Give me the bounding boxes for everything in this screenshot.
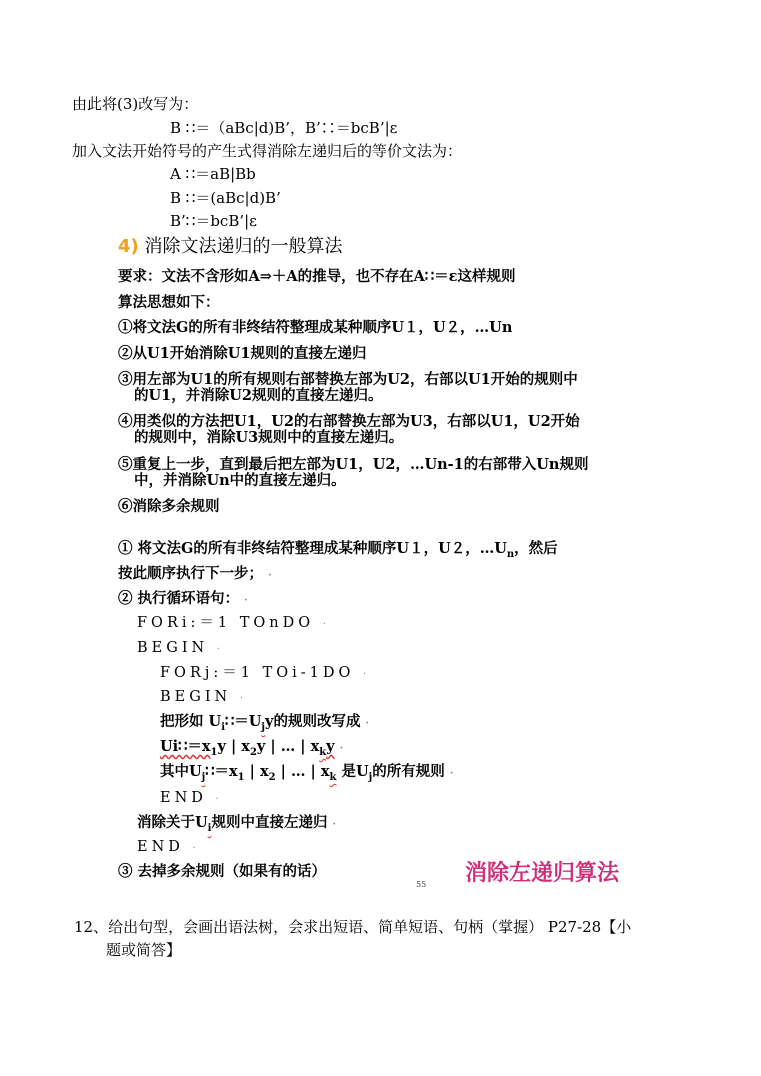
section-title: 消除文法递归的一般算法	[144, 236, 343, 257]
stamp-title: 消除左递归算法	[465, 861, 620, 886]
step-4-cont: 的规则中，消除U3规则中的直接左递归。	[134, 429, 404, 446]
section-heading	[118, 238, 343, 256]
algo-step-2: ② 执行循环语句： ·	[118, 590, 248, 607]
step-6: ⑥消除多余规则	[118, 498, 220, 515]
grammar-rule: B ∷＝(aBc|d)B’	[170, 189, 281, 207]
step-5: ⑤重复上一步，直到最后把左部为U1，U2，…Un-1的右部带入Un规则	[118, 456, 589, 473]
end-outer: END ·	[137, 839, 200, 855]
step-2: ②从U1开始消除U1规则的直接左递归	[118, 345, 367, 362]
grammar-rule: B’∷＝bcB’|ε	[170, 212, 257, 230]
grammar-rule: B ∷＝（aBc|d)B’，B’∷＝bcB’|ε	[170, 119, 398, 137]
grammar-rule: A ∷＝aB|Bb	[170, 165, 256, 183]
for-j-loop: FORj:＝1 TOi-1DO ·	[160, 665, 371, 681]
for-i-loop: FORi:＝1 TOnDO ·	[137, 615, 330, 631]
begin-outer: BEGIN ·	[137, 640, 225, 656]
eliminate-line: 消除关于$U_i$规则中直接左递归 ·	[137, 814, 337, 834]
rewrite-rule-line: 把形如 $U_i∷=U_jy$的规则改写成 ·	[160, 713, 369, 733]
end-inner: END ·	[160, 790, 223, 806]
step-3: ③用左部为U1的所有规则右部替换左部为U2，右部以U1开始的规则中	[118, 371, 578, 388]
algo-step-1-cont: 按此顺序执行下一步； ·	[118, 565, 272, 582]
algo-step-3: ③ 去掉多余规则（如果有的话）	[118, 863, 327, 880]
step-3-cont: 的U1，并消除U2规则的直接左递归。	[134, 387, 383, 404]
where-clause: 其中$U_j∷=x_1$ | $x_2$ | … | $x_k$ 是$U_j$的所有规则 ·	[160, 763, 454, 783]
idea-text: 算法思想如下：	[118, 294, 220, 311]
algo-step-1: ① 将文法G的所有非终结符整理成某种顺序U１，U２，$\dots U_n$，然后	[118, 540, 558, 560]
rewritten-rule: $Ui∷=x_1y$ | $x_2y$ | … | $x_ky$ ·	[160, 738, 344, 758]
text-line: 加入文法开始符号的产生式得消除左递归后的等价文法为：	[72, 142, 463, 160]
page-marker: 55	[416, 880, 427, 889]
step-4: ④用类似的方法把U1，U2的右部替换左部为U3，右部以U1，U2开始	[118, 413, 580, 430]
item-12-cont: 题或简答】	[106, 941, 182, 959]
begin-inner: BEGIN ·	[160, 689, 248, 705]
text-line: 由此将(3)改写为：	[72, 95, 199, 113]
step-5-cont: 中，并消除Un中的直接左递归。	[134, 472, 346, 489]
step-1: ①将文法G的所有非终结符整理成某种顺序U１，U２，…Un	[118, 319, 513, 336]
item-12: 12、给出句型，会画出语法树，会求出短语、简单短语、句柄（掌握） P27-28【小	[74, 918, 632, 936]
section-number: 4)	[118, 236, 139, 257]
requirement-text: 要求：文法不含形如A⇒＋A的推导，也不存在A∷＝ε这样规则	[118, 268, 516, 285]
